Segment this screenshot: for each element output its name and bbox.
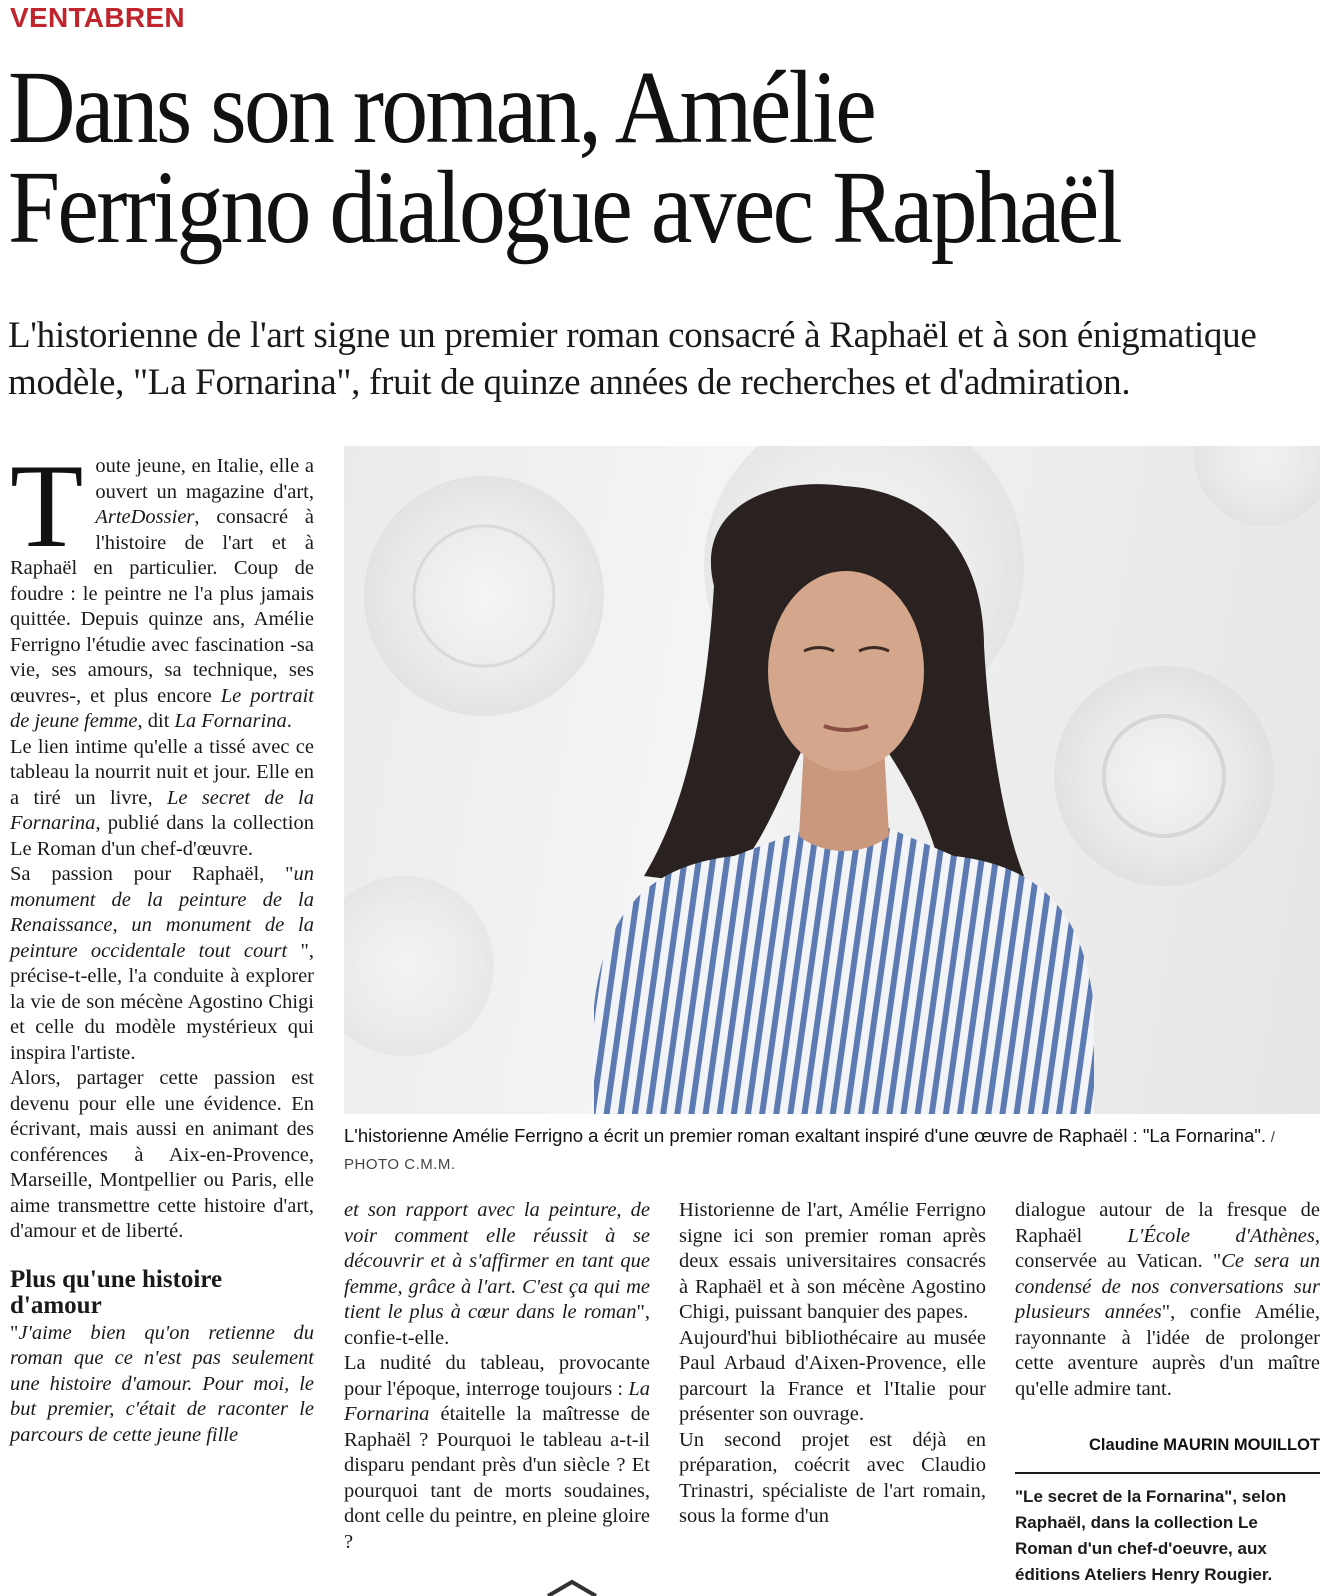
article-column-1 [10,439,315,1448]
quote: J'aime bien qu'on retienne du roman que ce n'est pas seulement une histoire d'amour. Pour moi, le but premier, c'était de raconter le parcours de cette jeune fille [10,1321,314,1446]
paragraph-9-start: Un second projet est déjà en préparation, coécrit avec Claudio Trinastri, spécialiste de l'art romain, sous la forme d'un [679,1428,986,1527]
article-column-3 [679,1198,986,1530]
text-run: dialogue autour de la fresque de Raphaël [1015,1199,1320,1247]
quote: et son rapport avec la peinture, de voir comment elle réussit à se découvrir et à s'affirmer en tant que femme, grâce à l'art. C'est ça qui me tient le plus à cœur dans le roman [344,1199,650,1323]
standfirst-line-1: L'historienne de l'art signe un premier roman consacré à Raphaël et à son énigmatique [8,315,1257,356]
standfirst-line-2: modèle, "La Fornarina", fruit de quinze années de recherches et d'admiration. [8,362,1131,403]
paragraph-8: Aujourd'hui bibliothécaire au musée Paul Arbaud d'Aixen-Provence, elle parcourt la France et l'Italie pour présenter son ouvrage. [679,1326,986,1425]
paragraph-7: Historienne de l'art, Amélie Ferrigno signe ici son premier roman après deux essais universitaires consacrés à Raphaël et à son mécène Agostino Chigi, puissant banquier des papes. [679,1199,986,1323]
text-run: Le lien intime qu'elle a tissé avec ce tableau la nourrit nuit et jour. Elle en a tiré un livre, [10,735,314,809]
painting-nickname: La Fornarina [344,1377,650,1425]
book-info-box: "Le secret de la Fornarina", selon Raphaël, dans la collection Le Roman d'un chef-d'oeuvre, aux éditions Ateliers Henry Rougier. [1015,1472,1320,1588]
section-kicker: VENTABREN [10,2,185,33]
paragraph-5 [10,1321,314,1449]
article-column-2 [344,1198,650,1555]
magazine-title: ArteDossier [95,506,195,528]
portrait-photo-illustration [344,446,1320,1114]
text-run: " [10,1321,19,1344]
subheading: Plus qu'une histoire d'amour [10,1265,223,1319]
text-run: , dit [137,710,175,732]
caption-text: L'historienne Amélie Ferrigno a écrit un premier roman exaltant inspiré d'une œuvre de Raphaël : "La Fornarina". [344,1125,1267,1146]
text-run: ", précise-t-elle, l'a conduite à explorer la vie de son mécène Agostino Chigi et celle du modèle mystérieux qui inspira l'artiste. [10,939,315,1064]
text-run: oute jeune, en Italie, elle a ouvert un magazine d'art, [95,455,314,503]
quote: Ce sera un condensé de nos conversations sur plusieurs années [1015,1250,1320,1323]
text-run: , consacré à l'histoire de l'art et à Raphaël en particulier. Coup de foudre : le peintre ne l'a plus jamais quittée. Depuis quinze ans, Amélie Ferrigno l'étudie avec fascination -sa vie, ses amours, sa technique, ses œuvres-, et plus encore [10,506,314,707]
photo-caption [344,1123,1320,1177]
article-column-4 [1015,1198,1320,1402]
text-run: étaitelle la maîtresse de Raphaël ? Pourquoi le tableau a-t-il disparu pendant près d'un siècle ? Et pourquoi tant de morts soudaines, dont celle du peintre, en pleine gloire ? [344,1403,650,1553]
headline [8,50,1196,265]
text-run: ", confie Amélie, rayonnante à l'idée de prolonger cette aventure auprès d'un maître qu'elle admire tant. [1015,1301,1320,1400]
painting-title: Le portrait de jeune femme [10,684,314,732]
paragraph-3 [10,862,314,1066]
text-run: Sa passion pour Raphaël, " [10,863,294,885]
chevron-up-icon[interactable] [544,1578,600,1596]
painting-nickname: La Fornarina [174,710,287,732]
paragraph-1 [10,439,314,735]
headline-line-1: Dans son roman, Amélie [8,50,875,165]
article-photo [344,446,1320,1114]
text-run: , publié dans la collection Le Roman d'un chef-d'œuvre. [10,812,314,860]
text-run: , conservée au Vatican. " [1015,1224,1320,1272]
paragraph-2 [10,735,314,863]
text-run: ", confie-t-elle. [344,1301,650,1349]
book-title: Le secret de la Fornarina [10,786,314,834]
quote: un monument de la peinture de la Renaissance, un monument de la peinture occidentale tout court [10,863,314,962]
author-signature: Claudine MAURIN MOUILLOT [1089,1436,1320,1454]
paragraph-5-continued [344,1198,650,1351]
text-run: La nudité du tableau, provocante pour l'époque, interroge toujours : [344,1352,650,1400]
text-run: . [286,710,292,732]
standfirst [8,312,1330,406]
fresco-title: L'École d'Athènes [1127,1224,1315,1247]
photo-credit: / PHOTO C.M.M. [344,1129,1276,1173]
paragraph-4: Alors, partager cette passion est devenu pour elle une évidence. En écrivant, mais aussi en animant des conférences à Aix-en-Provence, Marseille, Montpellier ou Paris, elle aime transmettre cette histoire d'art, d'amour et de liberté. [10,1067,314,1242]
headline-line-2: Ferrigno dialogue avec Raphaël [8,150,1120,265]
paragraph-6 [344,1351,650,1555]
drop-cap: T [10,439,84,572]
paragraph-9 [1015,1198,1320,1402]
